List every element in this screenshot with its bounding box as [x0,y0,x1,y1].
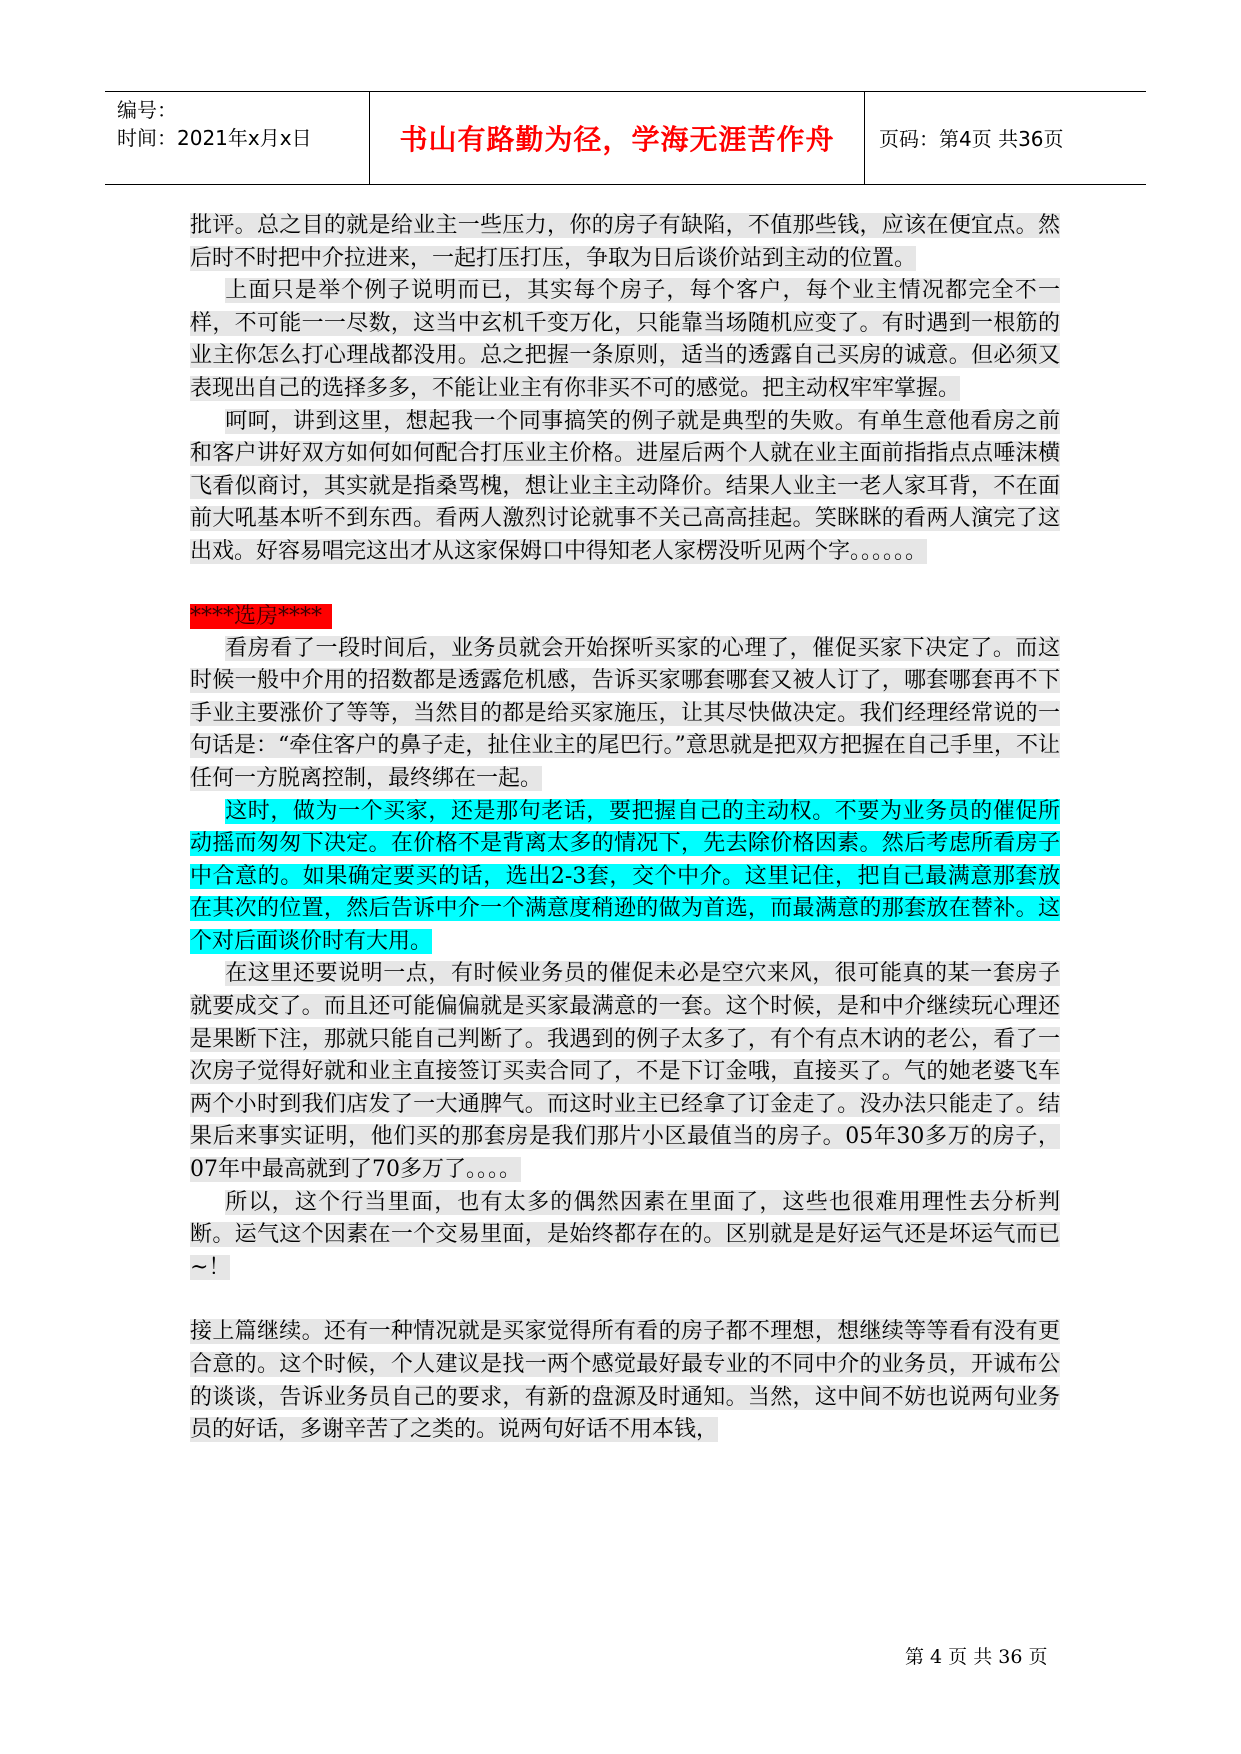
paragraph [190,1187,1060,1285]
paragraph-highlighted [190,796,1060,959]
section-heading [190,601,1060,633]
paragraph [190,1316,1060,1446]
header-page-label: 页码：第4页 共36页 [879,127,1064,151]
header-right-cell [865,92,1146,184]
paragraph-text: 呵呵，讲到这里，想起我一个同事搞笑的例子就是典型的失败。有单生意他看房之前和客户讲好双方如何如何配合打压业主价格。进屋后两个人就在业主面前指指点点唾沫横飞看似商讨，其实就是指桑骂槐，想让业主主动降价。结果人业主一老人家耳背，不在面前大吼基本听不到东西。看两人激烈讨论就事不关己高高挂起。笑眯眯的看两人演完了这出戏。好容易唱完这出才从这家保姆口中得知老人家楞没听见两个字。。。。。。 [190,408,1060,564]
paragraph-text: 批评。总之目的就是给业主一些压力，你的房子有缺陷，不值那些钱，应该在便宜点。然后时不时把中介拉进来，一起打压打压，争取为日后谈价站到主动的位置。 [190,213,1060,271]
document-time-label: 时间：2021年x月x日 [117,126,312,150]
paragraph-text: 所以，这个行当里面，也有太多的偶然因素在里面了，这些也很难用理性去分析判断。运气这个因素在一个交易里面，是始终都存在的。区别就是是好运气还是坏运气而已~！ [190,1189,1060,1280]
header-motto: 书山有路勤为径，学海无涯苦作舟 [399,123,835,156]
document-body [190,210,1060,1447]
header-left-cell [105,92,368,184]
paragraph [190,633,1060,796]
page-footer: 第 4 页 共 36 页 [905,1646,1048,1668]
paragraph [190,275,1060,405]
paragraph [190,958,1060,1186]
spacer [190,1284,1060,1316]
paragraph [190,210,1060,275]
spacer [190,569,1060,601]
section-heading-text: ****选房**** [190,604,332,629]
paragraph [190,406,1060,569]
paragraph-text: 接上篇继续。还有一种情况就是买家觉得所有看的房子都不理想，想继续等等看有没有更合意的。这个时候，个人建议是找一两个感觉最好最专业的不同中介的业务员，开诚布公的谈谈，告诉业务员自己的要求，有新的盘源及时通知。当然，这中间不妨也说两句业务员的好话，多谢辛苦了之类的。说两句好话不用本钱， [190,1319,1060,1443]
paragraph-text: 看房看了一段时间后，业务员就会开始探听买家的心理了，催促买家下决定了。而这时候一般中介用的招数都是透露危机感，告诉买家哪套哪套又被人订了，哪套哪套再不下手业主要涨价了等等，当然目的都是给买家施压，让其尽快做决定。我们经理经常说的一句话是：“牵住客户的鼻子走，扯住业主的尾巴行。”意思就是把双方把握在自己手里，不让任何一方脱离控制，最终绑在一起。 [190,635,1060,791]
paragraph-text: 上面只是举个例子说明而已，其实每个房子，每个客户，每个业主情况都完全不一样，不可能一一尽数，这当中玄机千变万化，只能靠当场随机应变了。有时遇到一根筋的业主你怎么打心理战都没用。总之把握一条原则，适当的透露自己买房的诚意。但必须又表现出自己的选择多多，不能让业主有你非买不可的感觉。把主动权牢牢掌握。 [190,278,1060,401]
header-table [105,91,1146,185]
paragraph-text: 在这里还要说明一点，有时候业务员的催促未必是空穴来风，很可能真的某一套房子就要成交了。而且还可能偏偏就是买家最满意的一套。这个时候，是和中介继续玩心理还是果断下注，那就只能自己判断了。我遇到的例子太多了，有个有点木讷的老公，看了一次房子觉得好就和业主直接签订买卖合同了，不是下订金哦，直接买了。气的她老婆飞车两个小时到我们店发了一大通脾气。而这时业主已经拿了订金走了。没办法只能走了。结果后来事实证明，他们买的那套房是我们那片小区最值当的房子。05年30多万的房子，07年中最高就到了70多万了。。。。 [190,961,1060,1183]
document-number-label: 编号： [117,98,177,122]
paragraph-text: 这时，做为一个买家，还是那句老话，要把握自己的主动权。不要为业务员的催促所动摇而匆匆下决定。在价格不是背离太多的情况下，先去除价格因素。然后考虑所看房子中合意的。如果确定要买的话，选出2-3套，交个中介。这里记住，把自己最满意那套放在其次的位置，然后告诉中介一个满意度稍逊的做为首选，而最满意的那套放在替补。这个对后面谈价时有大用。 [190,798,1060,954]
header-center-cell [369,92,865,184]
